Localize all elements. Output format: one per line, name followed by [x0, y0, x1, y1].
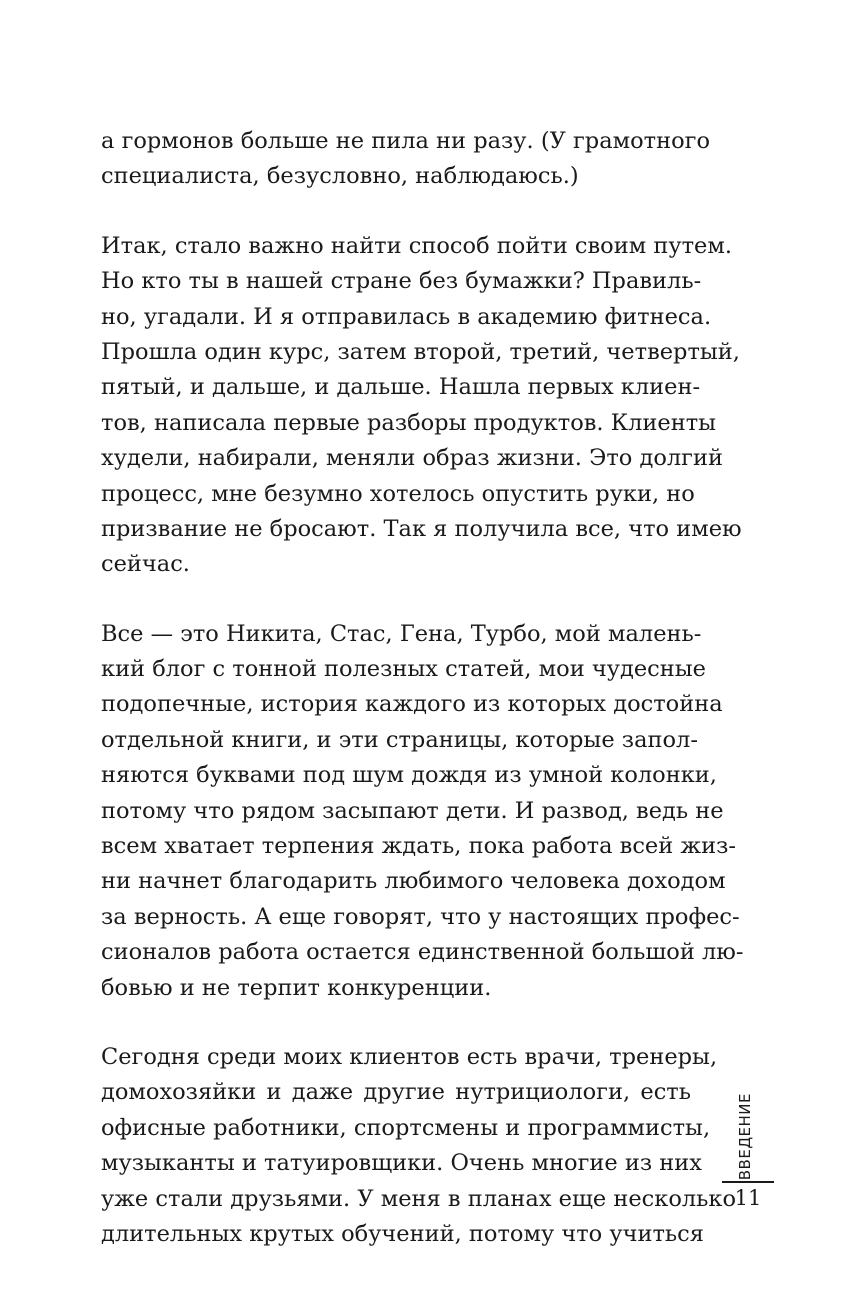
text-line: но, угадали. И я отправилась в академию фитнеса. [101, 303, 712, 330]
paragraph-4 [101, 1040, 737, 1252]
text-line: ни начнет благодарить любимого человека доходом [101, 868, 726, 895]
paragraph-3 [101, 617, 744, 1006]
text-line: тов, написала первые разборы продуктов. Клиенты [101, 409, 717, 436]
text-line: Сегодня среди моих клиентов есть врачи, тренеры, [101, 1043, 718, 1070]
text-line: Итак, стало важно найти способ пойти своим путем. [101, 232, 733, 259]
text-line: сейчас. [101, 551, 190, 578]
text-line: длительных крутых обучений, потому что учиться [101, 1220, 704, 1247]
text-line: подопечные, история каждого из которых достойна [101, 691, 723, 718]
text-line: домохозяйки и даже другие нутрициологи, есть [101, 1079, 691, 1106]
text-line: Прошла один курс, затем второй, третий, четвертый, [101, 338, 740, 365]
text-line: няются буквами под шум дождя из умной колонки, [101, 762, 717, 789]
page-number-rule [722, 1181, 774, 1183]
page-number: 11 [734, 1186, 762, 1210]
text-line: специалиста, безусловно, наблюдаюсь.) [101, 163, 579, 190]
text-line: уже стали друзьями. У меня в планах еще несколько [101, 1185, 737, 1212]
text-line: бовью и не терпит конкуренции. [101, 974, 492, 1001]
paragraph-2 [101, 229, 742, 583]
text-line: потому что рядом засыпают дети. И развод, ведь не [101, 797, 724, 824]
text-line: а гормонов больше не пила ни разу. (У грамотного [101, 128, 710, 154]
body-text [101, 124, 744, 1286]
text-line: музыканты и татуировщики. Очень многие из них [101, 1150, 702, 1177]
text-line: процесс, мне безумно хотелось опустить руки, но [101, 480, 695, 507]
section-label-text: ВВЕДЕНИЕ [736, 1092, 754, 1180]
text-line: Но кто ты в нашей стране без бумажки? Правиль- [101, 268, 702, 295]
text-line: отдельной книги, и эти страницы, которые запол- [101, 726, 698, 753]
paragraph-1 [101, 124, 710, 195]
text-line: призвание не бросают. Так я получила все, что имею [101, 515, 742, 542]
text-line: всем хватает терпения ждать, пока работа всей жиз- [101, 833, 736, 860]
text-line: за верность. А еще говорят, что у настоящих профес- [101, 903, 740, 930]
text-line: кий блог с тонной полезных статей, мои чудесные [101, 656, 706, 683]
text-line: Все — это Никита, Стас, Гена, Турбо, мой малень- [101, 620, 702, 647]
text-line: худели, набирали, меняли образ жизни. Это долгий [101, 445, 723, 472]
section-label [730, 1060, 760, 1180]
text-line: офисные работники, спортсмены и программисты, [101, 1114, 711, 1141]
text-line: сионалов работа остается единственной большой лю- [101, 939, 744, 966]
text-line: пятый, и дальше, и дальше. Нашла первых клиен- [101, 374, 701, 401]
